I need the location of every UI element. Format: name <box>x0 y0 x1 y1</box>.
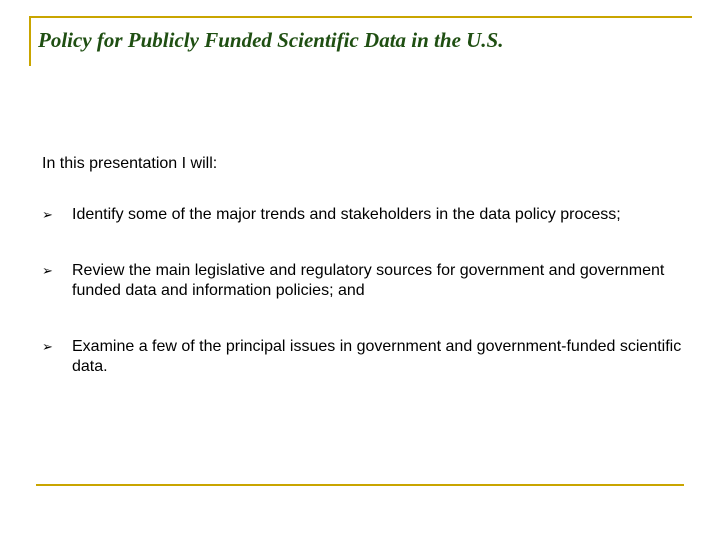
bullet-text: Identify some of the major trends and stakeholders in the data policy process; <box>72 206 621 223</box>
arrowhead-bullet-icon: ➢ <box>42 339 53 354</box>
bullet-list <box>42 205 682 413</box>
frame-bottom-line <box>36 484 684 486</box>
arrowhead-bullet-icon: ➢ <box>42 207 53 222</box>
bullet-text: Examine a few of the principal issues in government and government-funded scientific data. <box>72 338 682 375</box>
frame-top-line <box>29 16 692 18</box>
intro-text: In this presentation I will: <box>42 155 218 172</box>
slide-title: Policy for Publicly Funded Scientific Data in the U.S. <box>38 28 504 52</box>
arrowhead-bullet-icon: ➢ <box>42 263 53 278</box>
frame-left-line <box>29 16 31 66</box>
list-item <box>42 337 682 377</box>
bullet-text: Review the main legislative and regulatory sources for government and government funded data and information policies; and <box>72 262 665 299</box>
list-item <box>42 261 682 301</box>
list-item <box>42 205 682 225</box>
